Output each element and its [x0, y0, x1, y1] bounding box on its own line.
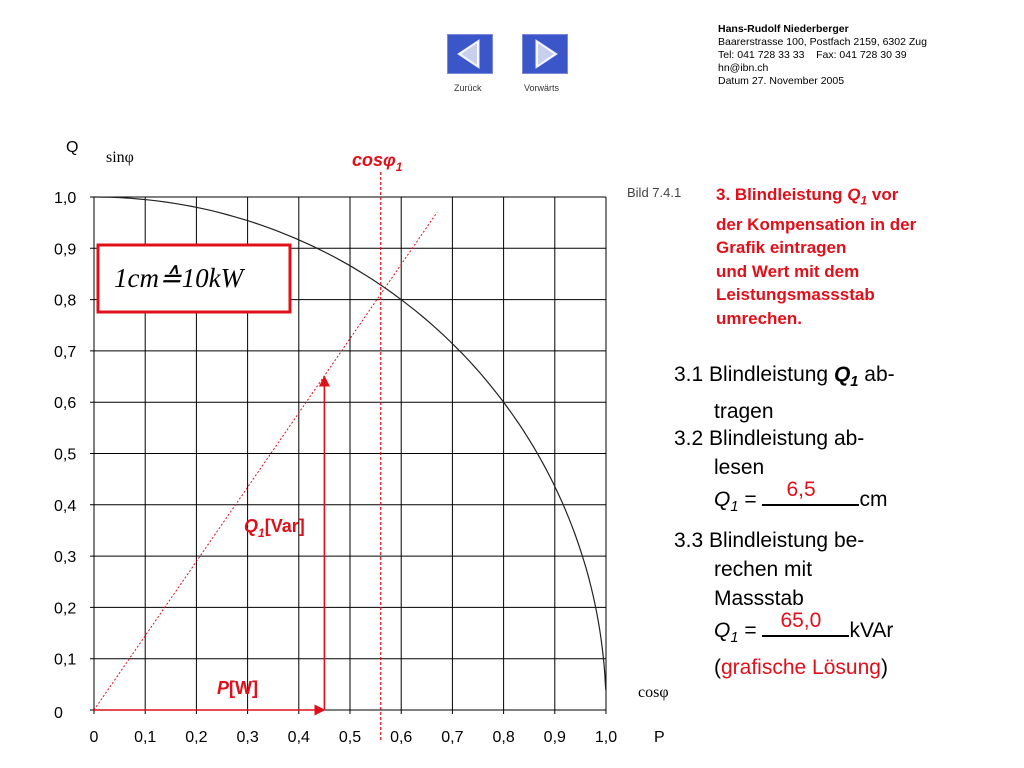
y-axis-label-q: Q: [66, 139, 79, 156]
task-text: [716, 183, 916, 330]
x-tick-label: 0,2: [185, 729, 208, 746]
x-axis-label-p: P: [654, 729, 665, 746]
author-date: Datum 27. November 2005: [718, 75, 845, 87]
author-email: hn@ibn.ch: [718, 62, 769, 74]
x-tick-labels: [90, 729, 618, 746]
task-line-1: 3. Blindleistung $Q_1$ vor: [716, 185, 899, 208]
figure-label: Bild 7.4.1: [627, 185, 682, 200]
x-tick-label: 0,6: [390, 729, 413, 746]
author-name: Hans-Rudolf Niederberger: [718, 23, 849, 35]
task-line-2: der Kompensation in der: [716, 214, 917, 234]
y-tick-label: 0,6: [54, 395, 77, 413]
forward-label: Vorwärts: [524, 83, 560, 93]
y-tick-label: 0,4: [54, 497, 77, 515]
step-3-2: 3.2 Blindleistung ab- lesen $Q_1$ = 6,5 cm: [674, 427, 888, 516]
x-tick-label: 0,7: [441, 729, 464, 746]
y-tick-labels: [54, 190, 76, 722]
y-tick-label: 0,8: [54, 292, 77, 310]
y-tick-label: 0: [54, 705, 63, 722]
x-tick-label: 0,9: [543, 729, 566, 746]
cos-phi1-label: cosφ$_1$: [352, 150, 403, 174]
task-line-3: Grafik eintragen: [716, 238, 847, 258]
back-label: Zurück: [454, 83, 482, 93]
author-address: Baarerstrasse 100, Postfach 2159, 6302 Zug: [718, 36, 927, 48]
y-tick-label: 0,2: [54, 600, 77, 618]
x-axis-label-cosphi: cosφ: [638, 684, 669, 701]
x-tick-label: 0,8: [492, 729, 515, 746]
q1-label: $Q_1[Var]$: [244, 516, 305, 540]
scale-text: 1cm≙10kW: [114, 263, 244, 293]
x-tick-label: 1,0: [594, 729, 618, 746]
task-line-5: Leistungsmassstab: [716, 285, 875, 305]
y-tick-label: 0,7: [54, 343, 77, 361]
task-line-4: und Wert mit dem: [716, 261, 860, 281]
y-axis-label-sinphi: sinφ: [106, 149, 134, 166]
y-tick-label: 1,0: [54, 190, 77, 207]
x-tick-label: 0,4: [287, 729, 310, 746]
x-tick-label: 0: [89, 729, 99, 746]
p-label: P[W]: [217, 678, 258, 698]
x-tick-label: 0,1: [134, 729, 157, 746]
graphical-solution-note: grafische Lösung: [721, 656, 881, 680]
y-tick-label: 0,1: [54, 651, 77, 669]
x-tick-label: 0,5: [338, 729, 362, 746]
x-tick-label: 0,3: [236, 729, 259, 746]
y-tick-label: 0,3: [54, 549, 77, 567]
step-3-1: 3.1 Blindleistung $Q_1$ ab- tragen: [674, 363, 895, 424]
y-tick-label: 0,9: [54, 241, 77, 259]
task-line-6: umrechen.: [716, 308, 802, 328]
q1-kvar-value: 65,0: [780, 609, 822, 632]
step-3-3: 3.3 Blindleistung be- rechen mit Massstab $Q_1$ = 65,0 kVAr (grafische Lösung): [674, 529, 894, 680]
q1-cm-value: 6,5: [786, 478, 816, 501]
author-phone: Tel: 041 728 33 33 Fax: 041 728 30 39: [718, 49, 907, 61]
y-tick-label: 0,5: [54, 446, 77, 464]
